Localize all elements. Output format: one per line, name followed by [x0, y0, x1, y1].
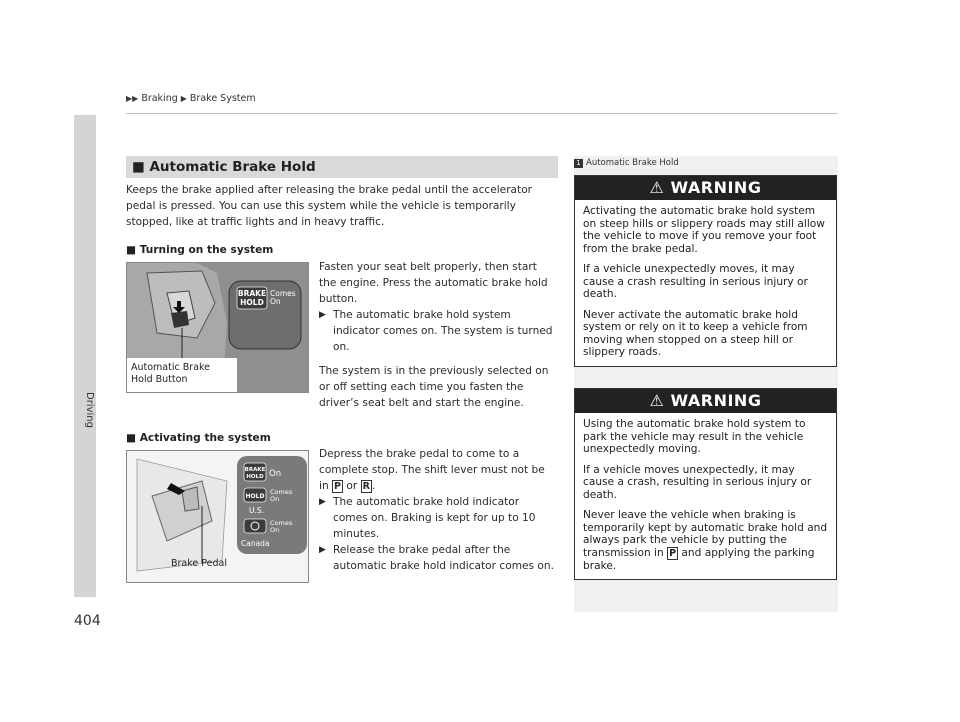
comes-on-label-2: On — [270, 297, 281, 306]
warning-triangle-icon: ⚠ — [649, 178, 665, 197]
section-heading-square-icon: ■ — [132, 159, 145, 175]
section-heading — [126, 156, 558, 178]
note-title: 1 Automatic Brake Hold — [574, 158, 679, 168]
ind3-label-1: Comes — [270, 519, 293, 527]
turning-on-para-1: Fasten your seat belt properly, then start the engine. Press the automatic brake hold button. — [319, 261, 548, 305]
warning-box-1 — [574, 175, 837, 367]
turning-on-para-2: The system is in the previously selected on or off setting each time you fasten the driver’s seat belt and start the engine. — [319, 365, 549, 409]
ind2-label-2: On — [270, 495, 280, 503]
breadcrumb — [126, 93, 256, 104]
region-canada-label: Canada — [241, 539, 270, 548]
warning-box-2 — [574, 388, 837, 580]
subheading-square-icon: ■ — [126, 244, 137, 256]
figure-caption-brake-hold-button: Automatic Brake Hold Button — [131, 362, 210, 385]
note-number-badge: 1 — [574, 159, 583, 168]
subheading-turning-on: ■ Turning on the system — [126, 244, 274, 256]
warning-header-2: ⚠ WARNING — [575, 389, 836, 413]
warning-triangle-icon: ⚠ — [649, 391, 665, 410]
warning-header-1: ⚠ WARNING — [575, 176, 836, 200]
brake-hold-indicator-text-2: HOLD — [240, 298, 264, 307]
activating-bullet-1: ▶ The automatic brake hold indicator comes on. Braking is kept for up to 10 minutes. — [319, 496, 536, 540]
ind1-text-2: HOLD — [246, 474, 264, 480]
page-number: 404 — [74, 613, 101, 629]
activating-text — [319, 446, 555, 574]
figure-brake-hold-button — [126, 262, 309, 393]
chapter-side-tab — [74, 115, 96, 597]
warning-body-1: Activating the automatic brake hold system on steep hills or slippery roads may still allow the vehicle to move if you remove your foot from the brake pedal. If a vehicle unexpectedly moves, it may cause a crash resulting in serious injury or death. Never activate the automatic brake hold system or rely on it to keep a vehicle from moving when stopped on a steep hill or slippery roads. — [583, 205, 825, 358]
activating-para-1: Depress the brake pedal to come to a complete stop. The shift lever must not be in P or R . — [319, 448, 545, 492]
region-us-label: U.S. — [249, 506, 265, 515]
header-divider — [126, 113, 838, 114]
turning-on-text — [319, 259, 555, 411]
ind3-label-2: On — [270, 526, 280, 534]
breadcrumb-item-brake-system[interactable]: Brake System — [189, 93, 256, 104]
intro-paragraph: Keeps the brake applied after releasing the brake pedal until the accelerator pedal is pressed. You can use this system while the vehicle is temporarily stopped, like at traffic lights and in heavy traffic. — [126, 184, 533, 228]
subheading-square-icon: ■ — [126, 432, 137, 444]
bullet-arrow-icon: ▶ — [319, 545, 326, 555]
shift-p-key: P — [669, 547, 677, 559]
breadcrumb-arrow-icon: ▶▶ — [126, 94, 139, 103]
chapter-side-tab-label: Driving — [84, 392, 95, 428]
subheading-activating: ■ Activating the system — [126, 432, 271, 444]
shift-p-key: P — [334, 481, 342, 492]
ind1-text-1: BRAKE — [244, 467, 266, 473]
figure-brake-pedal — [126, 450, 309, 583]
section-title: Automatic Brake Hold — [149, 159, 316, 175]
breadcrumb-arrow-icon: ▶ — [180, 94, 187, 103]
brake-hold-indicator-text-1: BRAKE — [237, 289, 267, 298]
turning-on-bullet-1: ▶ The automatic brake hold system indicator comes on. The system is turned on. — [319, 309, 553, 353]
shift-r-key: R — [362, 481, 370, 492]
bullet-arrow-icon: ▶ — [319, 310, 326, 320]
breadcrumb-item-braking[interactable]: Braking — [141, 93, 178, 104]
comes-on-label-1: Comes — [270, 289, 296, 298]
ind1-label: On — [269, 469, 282, 479]
ind2-label-1: Comes — [270, 488, 293, 496]
bullet-arrow-icon: ▶ — [319, 497, 326, 507]
activating-bullet-2: ▶ Release the brake pedal after the automatic brake hold indicator comes on. — [319, 544, 554, 572]
figure-caption-brake-pedal: Brake Pedal — [171, 558, 227, 569]
warning-body-2: Using the automatic brake hold system to park the vehicle may result in the vehicle unexpectedly moving. If a vehicle moves unexpectedly, it may cause a crash, resulting in serious injury or death. Never leave the vehicle when braking is temporarily kept by automatic brake hold and always park the vehicle by putting the transmission in P and applying the parking brake. — [583, 418, 828, 572]
ind2-text: HOLD — [245, 493, 265, 500]
